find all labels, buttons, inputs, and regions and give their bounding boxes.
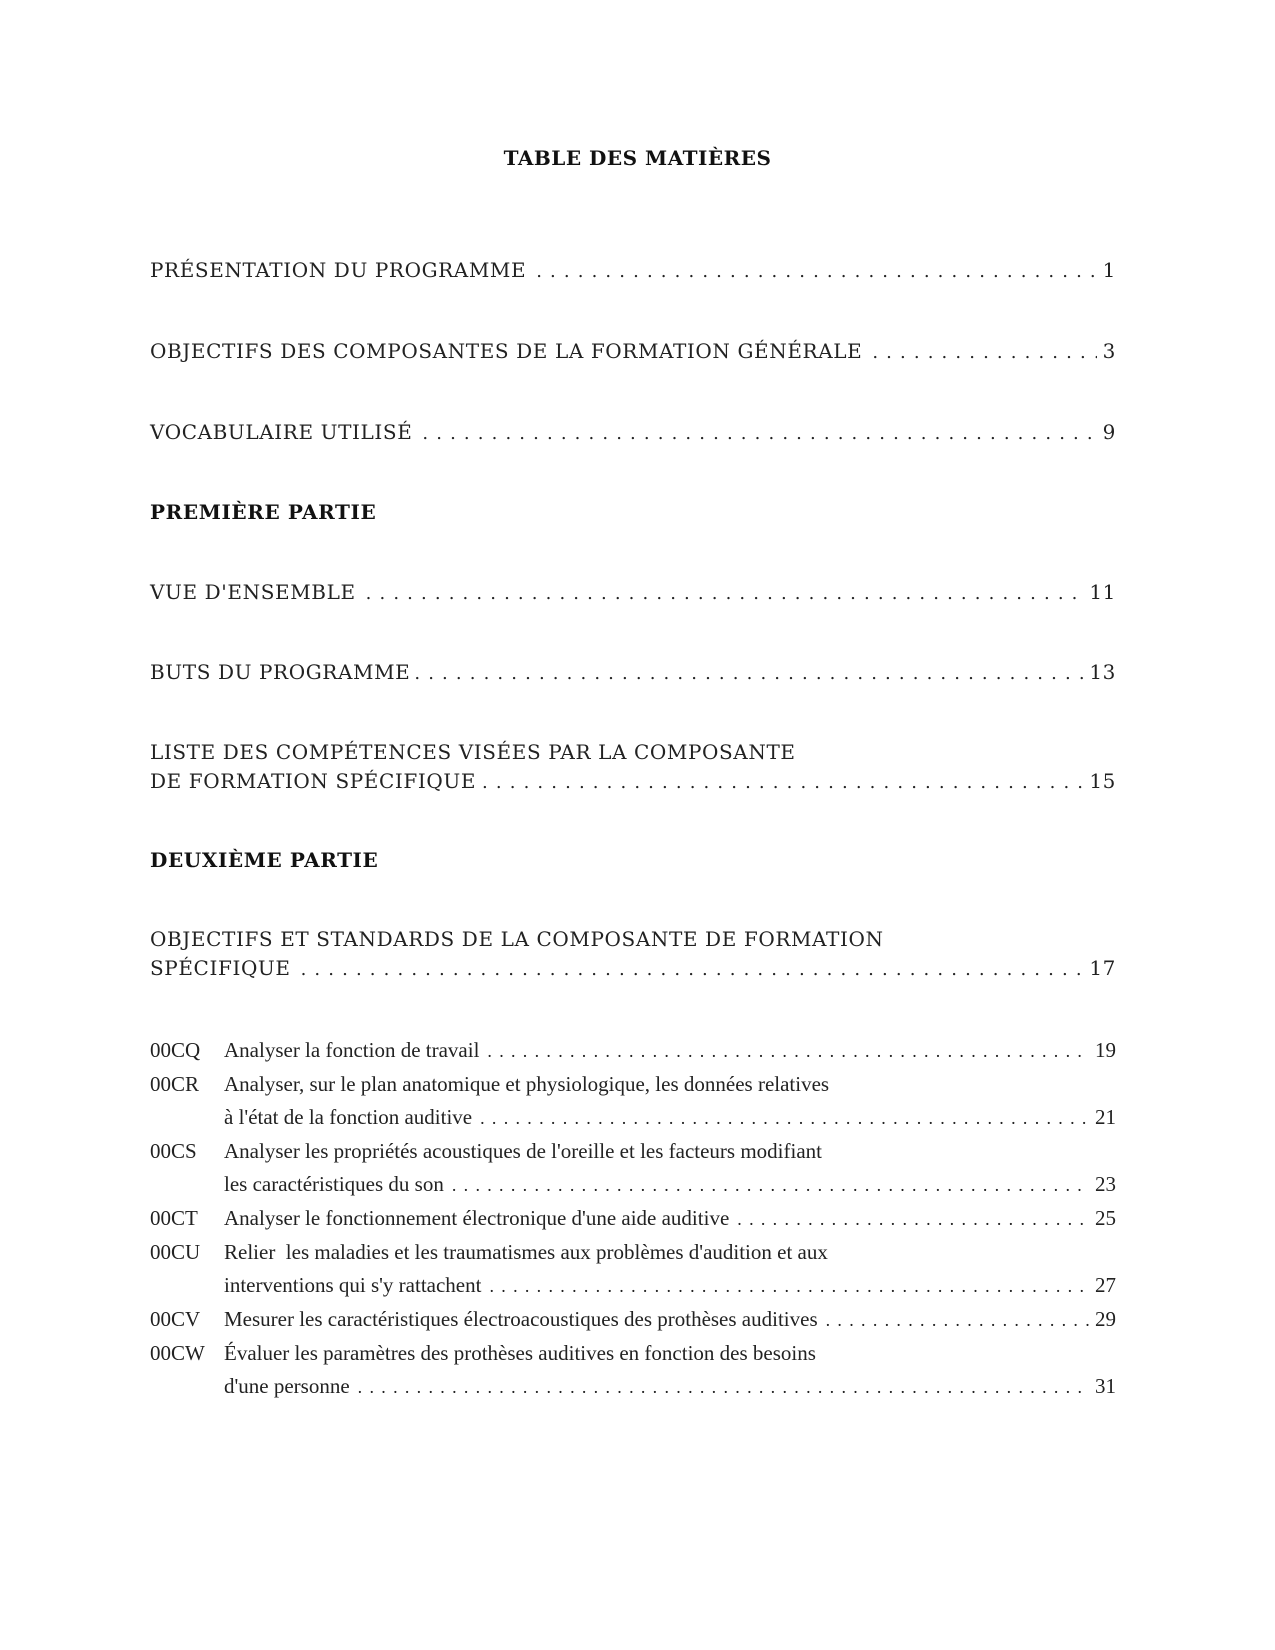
toc-entry-vocabulaire[interactable]: [150, 418, 1116, 448]
dot-leader: [872, 337, 1096, 367]
toc-entry-page: 9: [1102, 420, 1116, 444]
objective-item[interactable]: [150, 1068, 1116, 1135]
dot-leader: [366, 578, 1084, 608]
dot-leader: [482, 767, 1083, 797]
objective-text: Analyser les propriétés acoustiques de l'oreille et les facteurs modifiant: [224, 1139, 822, 1163]
dot-leader: [422, 418, 1096, 448]
objective-text: Relier les maladies et les traumatismes aux problèmes d'audition et aux: [224, 1240, 828, 1264]
dot-leader: [480, 1102, 1089, 1135]
objective-code: 00CS: [150, 1139, 197, 1163]
toc-entry-presentation[interactable]: [150, 256, 1116, 286]
objective-page: 19: [1095, 1038, 1116, 1062]
toc-entry-objectifs-formation-generale[interactable]: [150, 337, 1116, 367]
objective-page: 25: [1095, 1206, 1116, 1230]
toc-entry-vue-ensemble[interactable]: [150, 578, 1116, 608]
objective-text-continued: interventions qui s'y rattachent: [224, 1273, 482, 1297]
toc-entry-label: BUTS DU PROGRAMME: [150, 660, 411, 684]
objective-text-continued: les caractéristiques du son: [224, 1172, 444, 1196]
toc-entry-label: OBJECTIFS DES COMPOSANTES DE LA FORMATION GÉNÉRALE: [150, 339, 863, 363]
dot-leader: [487, 1035, 1089, 1068]
objective-page: 31: [1095, 1374, 1116, 1398]
toc-entry-page: 13: [1089, 660, 1116, 684]
toc-entry-label-line1: LISTE DES COMPÉTENCES VISÉES PAR LA COMPOSANTE: [150, 740, 796, 764]
toc-entry-label-line1: OBJECTIFS ET STANDARDS DE LA COMPOSANTE DE FORMATION: [150, 927, 884, 951]
dot-leader: [358, 1371, 1089, 1404]
toc-entry-label: PRÉSENTATION DU PROGRAMME: [150, 258, 527, 282]
objective-item[interactable]: [150, 1303, 1116, 1337]
page-title: TABLE DES MATIÈRES: [503, 146, 772, 170]
toc-entry-page: 3: [1102, 339, 1116, 363]
objective-code: 00CQ: [150, 1038, 201, 1062]
objective-code: 00CW: [150, 1341, 205, 1365]
objective-text-continued: à l'état de la fonction auditive: [224, 1105, 473, 1129]
objective-code: 00CT: [150, 1206, 198, 1230]
objective-text: Analyser la fonction de travail: [224, 1038, 480, 1062]
objective-text: Analyser, sur le plan anatomique et physiologique, les données relatives: [224, 1072, 830, 1096]
dot-leader: [414, 658, 1083, 688]
dot-leader: [536, 256, 1096, 286]
objective-page: 29: [1095, 1307, 1116, 1331]
dot-leader: [737, 1203, 1089, 1236]
objective-item[interactable]: [150, 1236, 1116, 1303]
objective-item[interactable]: [150, 1337, 1116, 1404]
toc-entry-liste-competences[interactable]: [150, 738, 1116, 797]
part-heading-first: PREMIÈRE PARTIE: [150, 500, 377, 524]
objective-page: 27: [1095, 1273, 1116, 1297]
objective-page: 21: [1095, 1105, 1116, 1129]
objectives-list: [150, 1034, 1116, 1404]
dot-leader: [826, 1304, 1089, 1337]
dot-leader: [301, 954, 1084, 984]
dot-leader: [452, 1169, 1089, 1202]
toc-entry-objectifs-standards[interactable]: [150, 925, 1116, 984]
objective-item[interactable]: [150, 1202, 1116, 1236]
objective-text-continued: d'une personne: [224, 1374, 350, 1398]
toc-entry-label: VUE D'ENSEMBLE: [150, 580, 356, 604]
objective-text: Analyser le fonctionnement électronique d'une aide auditive: [224, 1206, 730, 1230]
objective-item[interactable]: [150, 1034, 1116, 1068]
toc-entry-page: 17: [1089, 956, 1116, 980]
toc-entry-page: 1: [1102, 258, 1116, 282]
toc-entry-page: 15: [1089, 769, 1116, 793]
objective-code: 00CV: [150, 1307, 201, 1331]
objective-text: Évaluer les paramètres des prothèses auditives en fonction des besoins: [224, 1341, 816, 1365]
objective-text: Mesurer les caractéristiques électroacoustiques des prothèses auditives: [224, 1307, 818, 1331]
part-heading-second: DEUXIÈME PARTIE: [150, 848, 379, 872]
dot-leader: [489, 1270, 1089, 1303]
objective-code: 00CR: [150, 1072, 200, 1096]
objective-code: 00CU: [150, 1240, 201, 1264]
toc-entry-page: 11: [1089, 580, 1116, 604]
toc-entry-label: VOCABULAIRE UTILISÉ: [150, 420, 413, 444]
objective-page: 23: [1095, 1172, 1116, 1196]
objective-item[interactable]: [150, 1135, 1116, 1202]
toc-entry-label-line2: DE FORMATION SPÉCIFIQUE: [150, 769, 477, 793]
toc-entry-label-line2: SPÉCIFIQUE: [150, 956, 291, 980]
toc-entry-buts[interactable]: [150, 658, 1116, 688]
